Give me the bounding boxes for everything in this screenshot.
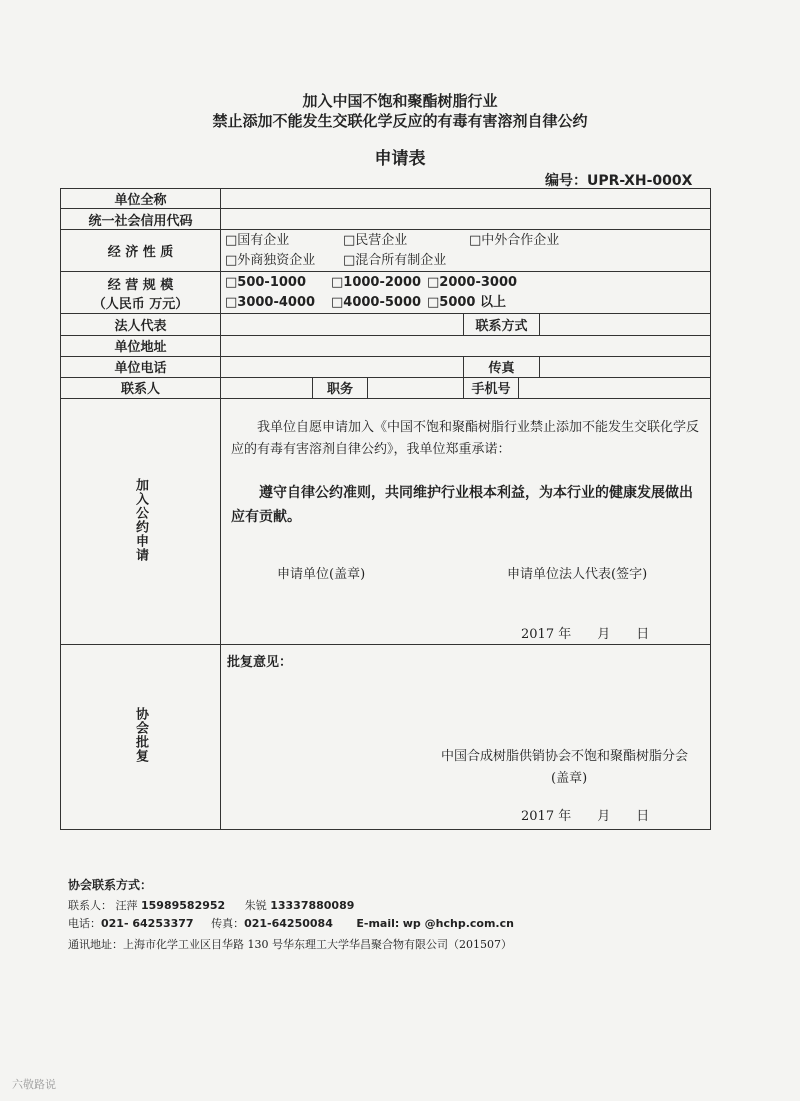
approval-opinion-label: 批复意见： xyxy=(227,655,293,671)
application-cell xyxy=(221,398,711,645)
fax-value: 021-64250084 xyxy=(244,917,333,930)
credit-code-field[interactable] xyxy=(221,209,711,230)
application-table xyxy=(60,188,711,830)
nature-options xyxy=(221,230,711,272)
nature-option-foreign[interactable]: □外商独资企业 xyxy=(225,252,316,268)
nature-option-jv[interactable]: □中外合作企业 xyxy=(469,232,560,248)
nature-label: 经 济 性 质 xyxy=(61,230,221,272)
contact-person-2: 朱锐 xyxy=(244,899,267,912)
phone-label: 单位电话 xyxy=(61,356,221,377)
position-field[interactable] xyxy=(368,377,464,398)
footer-telecom xyxy=(68,915,514,931)
scale-option-5000[interactable]: □5000 以上 xyxy=(427,294,506,310)
phone-field[interactable] xyxy=(221,356,464,377)
company-name-label: 单位全称 xyxy=(61,189,221,209)
position-label: 职务 xyxy=(313,377,368,398)
scale-label-line1: 经 营 规 模 xyxy=(107,277,174,293)
footer-contacts xyxy=(68,897,354,913)
fax-label-footer: 传真： xyxy=(211,917,245,930)
application-statement: 我单位自愿申请加入《中国不饱和聚酯树脂行业禁止添加不能发生交联化学反应的有毒有害溶剂自律公约》，我单位郑重承诺： xyxy=(231,419,700,457)
scale-option-2000[interactable]: □2000-3000 xyxy=(427,274,518,290)
approval-side-label: 协会批复 xyxy=(133,707,148,764)
footer-address: 通讯地址：上海市化学工业区目华路 130 号华东理工大学华昌聚合物有限公司（201507） xyxy=(68,938,512,951)
address-label: 单位地址 xyxy=(61,336,221,356)
approving-organization: 中国合成树脂供销协会不饱和聚酯树脂分会 xyxy=(441,749,689,765)
application-commitment: 遵守自律公约准则，共同维护行业根本利益，为本行业的健康发展做出应有贡献。 xyxy=(231,484,693,525)
address-field[interactable] xyxy=(221,336,711,356)
approval-side-cell xyxy=(61,645,221,830)
contact-method-field[interactable] xyxy=(540,314,711,336)
fax-label: 传真 xyxy=(464,356,540,377)
contact-phone-2: 13337880089 xyxy=(270,899,355,912)
company-name-field[interactable] xyxy=(221,189,711,209)
contact-person-1: 汪萍 xyxy=(115,899,138,912)
footer-heading: 协会联系方式： xyxy=(68,878,153,892)
legal-rep-label: 法人代表 xyxy=(61,314,221,336)
scale-option-1000[interactable]: □1000-2000 xyxy=(331,274,422,290)
doc-no-value: UPR-XH-000X xyxy=(587,173,693,189)
contact-phone-1: 15989582952 xyxy=(141,899,226,912)
scale-label xyxy=(61,272,221,314)
mobile-label: 手机号 xyxy=(464,377,519,398)
scale-options xyxy=(221,272,711,314)
mobile-field[interactable] xyxy=(519,377,711,398)
form-title: 申请表 xyxy=(374,149,426,169)
nature-option-private[interactable]: □民营企业 xyxy=(343,232,408,248)
doc-title-line1: 加入中国不饱和聚酯树脂行业 xyxy=(302,92,498,110)
application-date: 2017 年 月 日 xyxy=(521,626,650,642)
approval-seal-label: (盖章) xyxy=(551,771,588,787)
doc-no-label: 编号： xyxy=(545,173,587,189)
approval-date: 2017 年 月 日 xyxy=(521,809,650,825)
contact-person-label: 联系人 xyxy=(61,377,221,398)
application-side-cell xyxy=(61,398,221,645)
scale-option-500[interactable]: □500-1000 xyxy=(225,274,306,290)
doc-title-line2: 禁止添加不能发生交联化学反应的有毒有害溶剂自律公约 xyxy=(212,112,588,130)
document-number xyxy=(545,170,692,190)
nature-option-mixed[interactable]: □混合所有制企业 xyxy=(343,252,447,268)
applicant-rep-sign-label: 申请单位法人代表(签字) xyxy=(507,566,648,582)
credit-code-label: 统一社会信用代码 xyxy=(61,209,221,230)
applicant-seal-label: 申请单位(盖章) xyxy=(277,566,366,582)
scale-option-3000[interactable]: □3000-4000 xyxy=(225,294,316,310)
legal-rep-field[interactable] xyxy=(221,314,464,336)
contacts-label: 联系人： xyxy=(68,899,112,912)
application-side-label: 加入公约申请 xyxy=(133,477,148,562)
contact-person-field[interactable] xyxy=(221,377,313,398)
email-label: E-mail: xyxy=(356,917,400,930)
watermark: 六敬路说 xyxy=(12,1078,56,1091)
contact-method-label: 联系方式 xyxy=(464,314,540,336)
fax-field[interactable] xyxy=(540,356,711,377)
email-value: wp @hchp.com.cn xyxy=(402,917,514,930)
nature-option-state[interactable]: □国有企业 xyxy=(225,232,290,248)
scale-option-4000[interactable]: □4000-5000 xyxy=(331,294,422,310)
scale-label-line2: （人民币 万元） xyxy=(92,296,189,312)
tel-value: 021- 64253377 xyxy=(101,917,194,930)
approval-cell xyxy=(221,645,711,830)
tel-label: 电话： xyxy=(68,917,101,930)
